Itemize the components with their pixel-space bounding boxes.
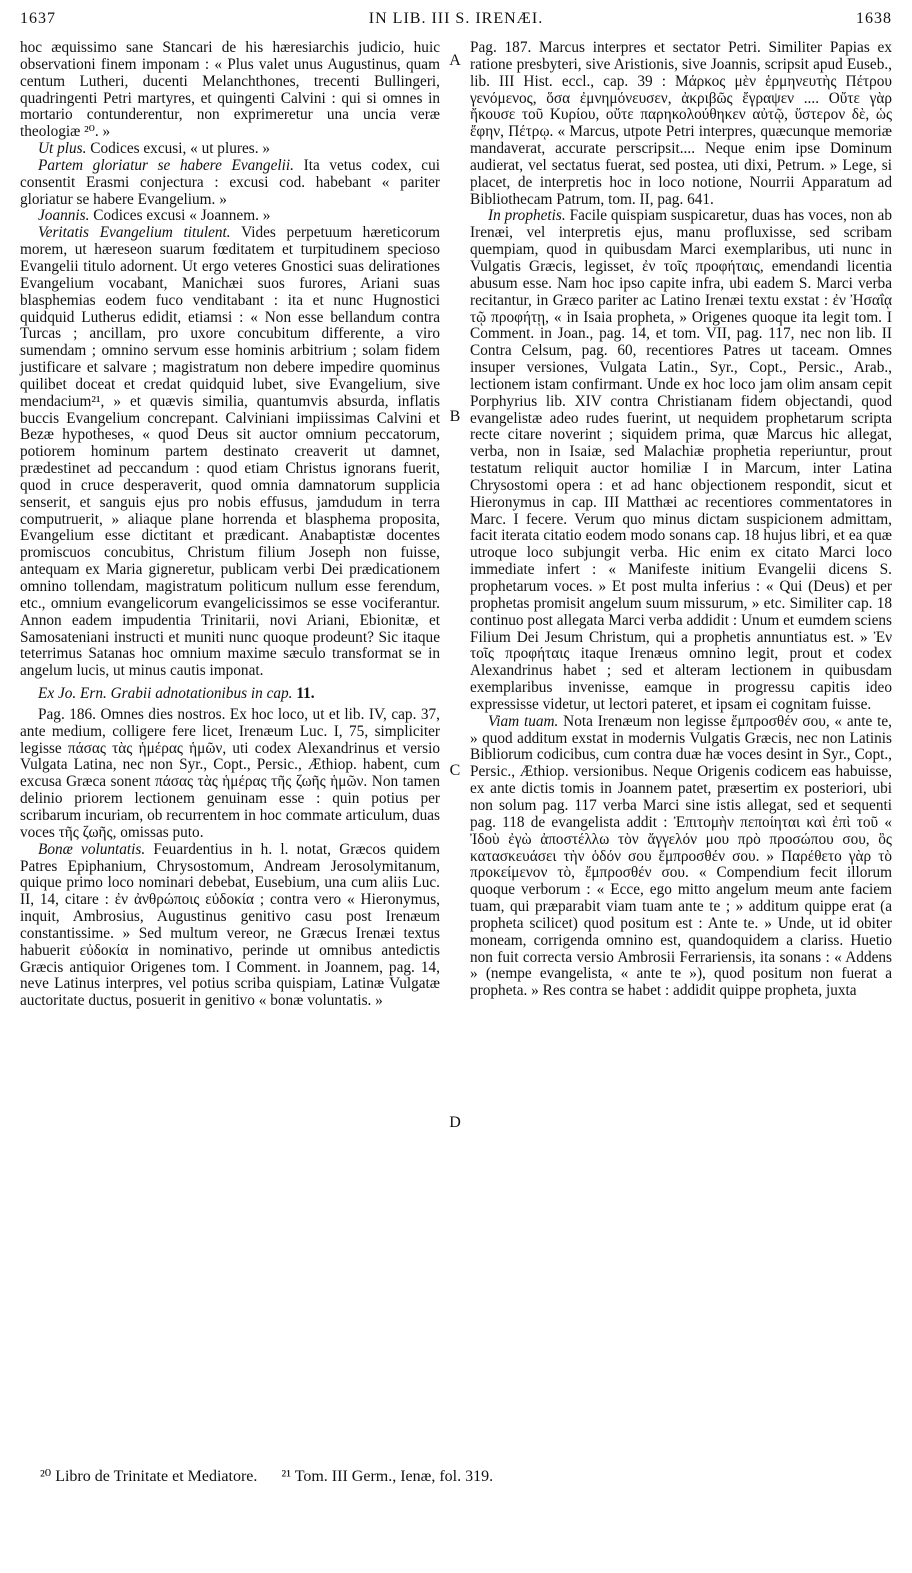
note-text: Facile quispiam suspicaretur, duas has voces, non ab Irenæi, vel interpretis ejus, manu profluxisse, sed scribam quempiam, quod in quibusdam Marci exemplaribus, uti nunc in Vulgatis Græcis, legisset, ἐν τοῖς προφήταις, emendandi licentia abusum esse. Nam hoc ipso capite infra, ubi eadem S. Marci verba recitantur, in Græco pariter ac Latino Irenæi textu exstat : ἐν Ἠσαΐᾳ τῷ προφήτῃ, « in Isaia propheta, » Origenes quoque ita legit tom. I Comment. in Joan., pag. 14, et tom. VII, pag. 117, nec non lib. II Contra Celsum, pag. 60, recentiores Patres ut taceam. Omnes insuper versiones, Vulgata Latin., Syr., Copt., Persic., Arab., lectionem istam confirmant. Unde ex hoc loco jam olim ansam cepit Porphyrius lib. XIV contra Christianam fidem objectandi, quod evangelistæ adeo rudes fuerint, ut nequidem prophetarum scripta recte citare noverint ; siquidem prima, quæ Marcus hic allegat, verba, non in Isaiæ, sed Malachiæ prophetia reperiuntur, prout testatum reliquit auctor homiliæ I in Marcum, inter Latina Chrysostomi opera : et ad hanc objectionem respondit, sicut et Hieronymus in cap. III Matthæi ac recentiores commentatores in Marc. I fecere. Verum quo minus dictam suspicionem admittam, facit iterata citatio eodem modo sonans cap. 18 hujus libri, et ea quæ utroque loco subjungit verba. Hic enim ex citato Marci loco immediate infert : « Manifeste initium Evangelii dicens S. prophetarum voces. » Et post multa inferius : « Qui (Deus) et per prophetas promisit angelum suum missurum, » etc. Similiter cap. 18 continuo post allegata Marci verba addidit : Unum et eumdem sciens Filium Dei Jesum Christum, qui a prophetis annuntiatus est. » Ἐν τοῖς προφήταις itaque Irenæus omnino legit, prout et codex Alexandrinus habet ; sed et alteram lectionem in quibusdam exemplaribus invenisse, eamque in progressu capitis ideo expressisse videtur, ut lectori pateret, et ipsam ei cognitam fuisse. (470, 207, 892, 713)
note-text: Nota Irenæum non legisse ἔμπροσθέν σου, « ante te, » quod additum exstat in modernis Vulgatis Græcis, nec non Latinis Bibliorum codicibus, cum contra duæ hæ voces desint in Syr., Copt., Persic., Æthiop. versionibus. Neque Origenis codicem eas habuisse, ex ante dictis tomis in Joannem patet, præsertim ex posteriori, ubi non solum pag. 117 verba Marci sine istis allegat, sed et sequenti pag. 118 de evangelista addit : Ἐπιτομὴν πεποίηται καὶ ἐπὶ τοῦ « Ἰδοὺ ἐγὼ ἀποστέλλω τὸν ἄγγελόν μου πρὸ προσώπου σου, ὃς κατασκευάσει τὴν ὁδόν σου ἔμπροσθέν σου. » Παρέθετο γὰρ τὸ προκείμενον τὸ, ἔμπροσθέν σου. « Compendium fecit illorum quoque verborum : « Ecce, ego mitto angelum meum ante faciem tuam, qui præparabit viam tuam ante te ; » additum quippe erat (a propheta scilicet) quod positum est : Ante te. » Unde, ut id obiter moneam, corrigenda omnino est, quandoquidem a clariss. Huetio non fuit correcta versio Ambrosii Ferrariensis, ita sonans : « Addens » (nempe evangelista, « ante te »), quod positum non fuerat a propheta. » Res contra se habet : addidit quippe propheta, juxta (470, 712, 892, 1000)
left-column (20, 40, 440, 1010)
section-heading (20, 686, 440, 703)
page-header (0, 10, 912, 34)
note-text: Codices excusi « Joannem. » (89, 207, 271, 225)
lemma: Partem gloriatur se habere Evangelii. (38, 156, 294, 174)
note-paragraph (20, 141, 440, 158)
section-heading-number: 11. (296, 685, 315, 703)
note-paragraph (20, 208, 440, 225)
section-heading-text: Ex Jo. Ern. Grabii adnotationibus in cap. (38, 685, 297, 703)
page-number-left: 1637 (20, 10, 56, 27)
paragraph: hoc æquissimo sane Stancari de his hæresiarchis judicio, huic observationi finem imponam : « Plus valet unus Augustinus, quam centum Lutheri, ducenti Melanchthones, trecenti Bullingeri, quadringenti Petri martyres, et quingenti Calvini : qui si omnes in mortario contunderentur, non exprimeretur una uncia veræ theologiæ ²⁰. » (20, 39, 440, 141)
page-number-right: 1638 (856, 10, 892, 27)
lemma: Bonæ voluntatis. (38, 840, 146, 858)
note-paragraph (20, 225, 440, 680)
note-text: Feuardentius in h. l. notat, Græcos quidem Patres Epiphanium, Chrysostomum, Andream Jerosolymitanum, quique primo loco nominari debebat, Eusebium, una cum aliis Luc. II, 14, citare : ἐν ἀνθρώποις εὐδοκία ; contra vero « Hieronymus, inquit, Ambrosius, Augustinus genitivo casu post Irenæum constantissime. » Sed multum vereor, ne Græcus Irenæi textus habuerit εὐδοκία in nominativo, perinde ut omnibus antedictis Græcis antiquior Origenes tom. I Comment. in Joannem, pag. 14, neve Latinus interpres, vel potius scriba quispiam, Latinæ Vulgatæ auctoritate ductus, posuerit in genitivo « bonæ voluntatis. » (20, 840, 440, 1010)
lemma: Joannis. (38, 207, 90, 225)
note-paragraph (20, 158, 440, 209)
right-column (470, 40, 892, 1000)
note-text: Ita vetus codex, cui consentit Erasmi conjectura : excusi cod. habebant « pariter gloriatur se habere Evangelium. » (20, 156, 440, 208)
margin-marker-a: A (449, 52, 461, 69)
margin-marker-d: D (449, 1114, 461, 1131)
lemma: In prophetis. (488, 207, 566, 225)
lemma: Viam tuam. (488, 712, 559, 730)
paragraph: Pag. 187. Marcus interpres et sectator Petri. Similiter Papias ex ratione presbyteri, sive Aristionis, sive Joannis, scripsit apud Euseb., lib. III Hist. eccl., cap. 39 : Μάρκος μὲν ἑρμηνευτὴς Πέτρου γενόμενος, ὅσα ἐμνημόνευσεν, ἀκριβῶς ἔγραψεν .... Οὔτε γὰρ ἤκουσε τοῦ Κυρίου, οὔτε παρηκολούθηκεν αὐτῷ, ὕστερον δὲ, ὡς ἔφην, Πέτρῳ. « Marcus, utpote Petri interpres, quæcunque memoriæ mandaverat, accurate perscripsit.... Neque enim ipse Dominum audierat, vel sectatus fuerat, sed postea, uti dixi, Petrum. » Lege, si placet, de interpretis hoc in loco notione, Nourrii Apparatum ad Bibliothecam Patrum, tom. II, pag. 641. (470, 39, 892, 208)
note-text: Codices excusi, « ut plures. » (86, 140, 270, 158)
note-paragraph (470, 714, 892, 1000)
margin-marker-c: C (449, 762, 461, 779)
footnotes (40, 1466, 890, 1486)
lemma: Ut plus. (38, 140, 87, 158)
footnote: ²⁰ Libro de Trinitate et Mediatore. (40, 1468, 258, 1485)
lemma: Veritatis Evangelium titulent. (38, 224, 231, 242)
footnote: ²¹ Tom. III Germ., Ienæ, fol. 319. (281, 1468, 494, 1485)
running-head: IN LIB. III S. IRENÆI. (368, 10, 544, 27)
note-paragraph (20, 842, 440, 1010)
note-paragraph (470, 208, 892, 713)
paragraph: Pag. 186. Omnes dies nostros. Ex hoc loco, ut et lib. IV, cap. 37, ante medium, colligere fere licet, Irenæum Luc. I, 75, simpliciter legisse πάσας τὰς ἡμέρας ἡμῶν, uti codex Alexandrinus et versio Vulgata Latina, nec non Syr., Copt., Persic., Æthiop. habent, cum excusa Græca sonent πάσας τὰς ἡμέρας τῆς ζωῆς ἡμῶν. Non tamen delinio priorem lectionem genuinam esse : quin potius per scribarum incuriam, ob recurrentem in hoc commate articulum, duas voces τῆς ζωῆς, omissas puto. (20, 705, 440, 841)
note-text: Vides perpetuum hæreticorum morem, ut hæreseon suarum fœditatem et turpitudinem specioso Evangelii titulo adornent. Ut ergo veteres Gnostici suas delirationes Evangelium vocabant, Manichæi suos furores, Ariani suas blasphemias eodem fuco venditabant : ita et nunc Hugnostici quidquid Lutherus edidit, etiamsi : « Non esse bellandum contra Turcas ; ancillam, pro uxore concubitum differente, a viro sumendam ; omnino servum esse hominis arbitrium ; solam fidem justificare et salvare ; magistratum non debere impedire quominus quilibet doceat et credat quidquid lubet, sive Evangelium, sive mendacium²¹, » et quævis similia, quantumvis absurda, inflatis buccis Evangelium concrepant. Calviniani impiissimas Calvini et Bezæ hypotheses, « quod Deus sit auctor omnium peccatorum, potiorem hominum partem destinato creaverit ut damnet, prædestinet ad peccandum : quod etiam Christus ignorans fuerit, quod in cruce desperaverit, quod omnia damnatorum supplicia senserit, et sanguis ejus pro nobis effusus, jamdudum in terra computruerit, » aliaque plane horrenda et blasphema proposita, Evangelium esse dictitant et prædicant. Anabaptistæ docentes promiscuos concubitus, Christum filium Joseph non fuisse, antequam ex Maria gigneretur, publicam verbi Dei prædicationem omnino tollendam, magistratum politicum nullum esse ferendum, etc., omnium evangelicorum evangelicissimos se esse vociferantur. Annon eadem impudentia Trinitarii, novi Ariani, Ebionitæ, et Samosateniani instructi et muniti nunc quoque prodeunt? Sic itaque teterrimus Satanas hoc omnium maxime sæculo transformat se in angelum lucis, ut minus cautis imponat. (20, 224, 440, 680)
margin-marker-b: B (449, 408, 461, 425)
